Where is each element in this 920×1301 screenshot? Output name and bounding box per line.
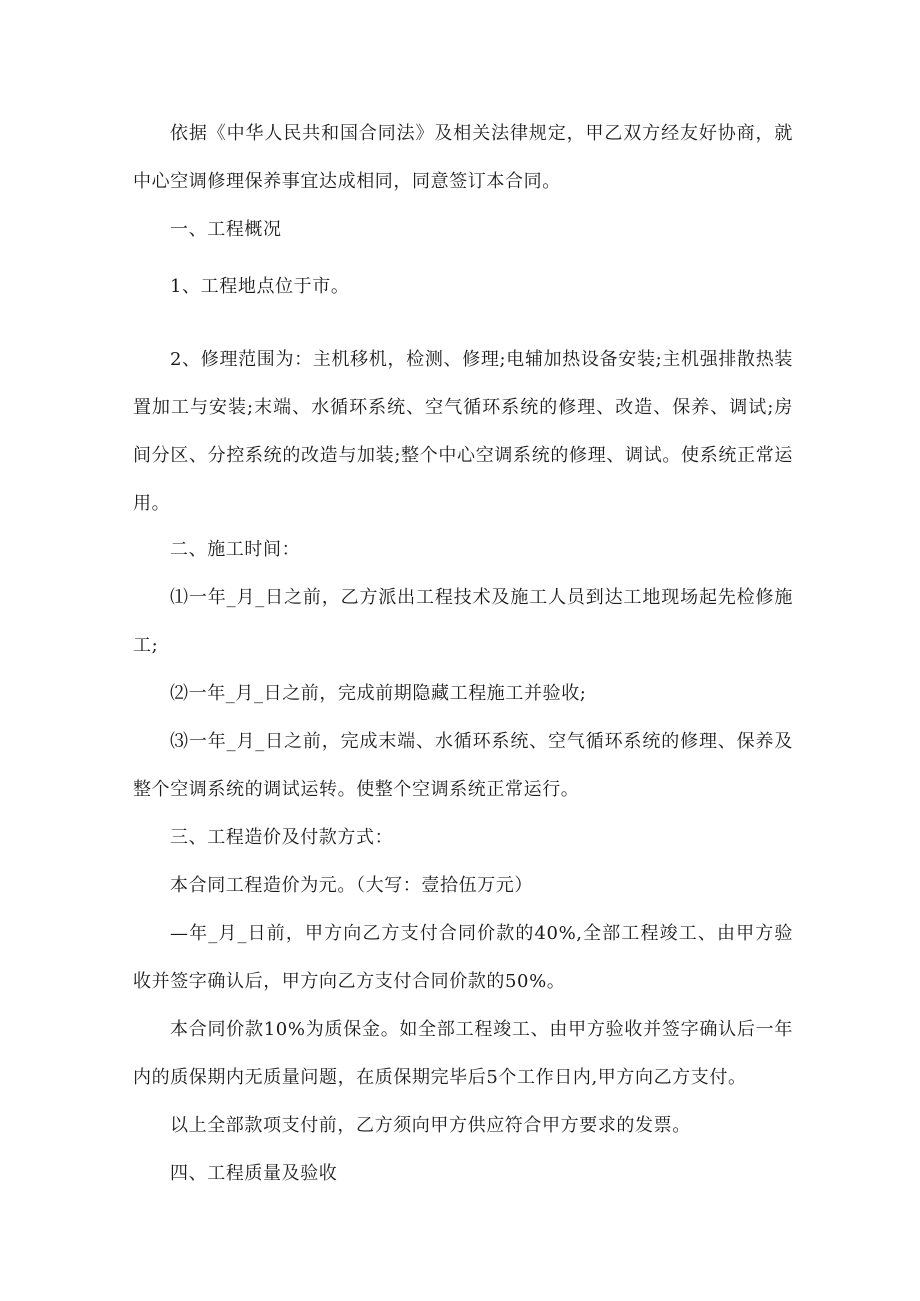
clause-location: 1、工程地点位于市。 (170, 276, 350, 297)
section-heading-quality: 四、工程质量及验收 (170, 1163, 338, 1184)
section-heading-payment: 三、工程造价及付款方式： (170, 827, 394, 848)
payment-invoice: 以上全部款项支付前，乙方须向甲方供应符合甲方要求的发票。 (170, 1115, 691, 1136)
section-heading-schedule: 二、施工时间： (170, 539, 301, 560)
schedule-item-1: ⑴一年_月_日之前，乙方派出工程技术及施工人员到达工地现场起先检修施工; (133, 587, 793, 656)
section-heading-overview: 一、工程概况 (170, 219, 282, 240)
payment-total: 本合同工程造价为元。（大写：壹拾伍万元） (170, 875, 533, 896)
payment-warranty-deposit: 本合同价款10%为质保金。如全部工程竣工、由甲方验收并签字确认后一年内的质保期内无质量问题，在质保期完毕后5个工作日内,甲方向乙方支付。 (133, 1019, 793, 1088)
schedule-item-2: ⑵一年_月_日之前，完成前期隐藏工程施工并验收; (170, 683, 587, 704)
payment-schedule: —年_月_日前，甲方向乙方支付合同价款的40%,全部工程竣工、由甲方验收并签字确认后，甲方向乙方支付合同价款的50%。 (133, 923, 793, 992)
clause-repair-scope: 2、修理范围为：主机移机，检测、修理;电辅加热设备安装;主机强排散热装置加工与安装;末端、水循环系统、空气循环系统的修理、改造、保养、调试;房间分区、分控系统的改造与加装;整个中心空调系统的修理、调试。使系统正常运用。 (133, 349, 793, 514)
schedule-item-3: ⑶一年_月_日之前，完成末端、水循环系统、空气循环系统的修理、保养及整个空调系统的调试运转。使整个空调系统正常运行。 (133, 731, 793, 800)
intro-paragraph: 依据《中华人民共和国合同法》及相关法律规定，甲乙双方经友好协商，就中心空调修理保养事宜达成相同，同意签订本合同。 (133, 123, 793, 192)
